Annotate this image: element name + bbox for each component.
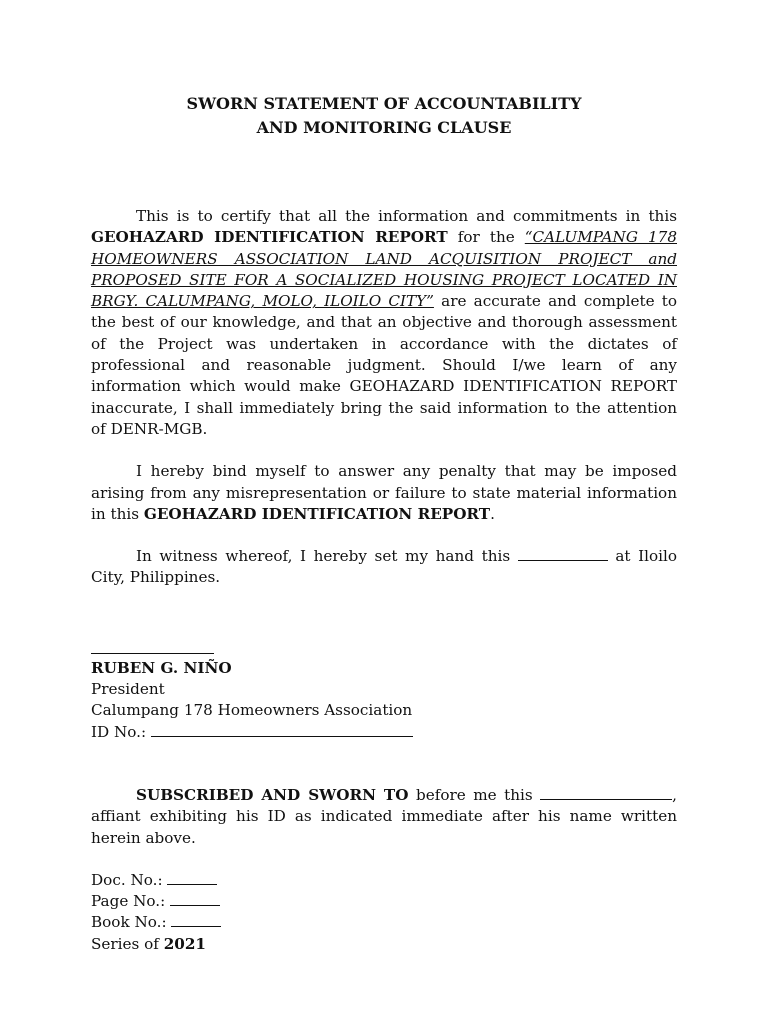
doc-no — [91, 870, 677, 891]
doc-blank — [167, 870, 217, 885]
penalty-report-name: GEOHAZARD IDENTIFICATION REPORT — [143, 504, 491, 523]
date-blank — [518, 546, 608, 561]
penalty-end: . — [490, 504, 495, 523]
page-no — [91, 891, 677, 912]
signatory-name: RUBEN G. NIÑO — [91, 658, 232, 677]
spacer — [91, 849, 677, 870]
series-year: 2021 — [163, 934, 206, 953]
penalty-text: I hereby bind myself to answer any penalty that may be imposed arising from any misrepresentation or failure to state material information in this — [91, 462, 677, 523]
jurat-paragraph — [91, 785, 677, 849]
book-no — [91, 912, 677, 933]
certification-intro: This is to certify that all the information and commitments in this — [136, 207, 677, 225]
witness-paragraph — [91, 546, 677, 589]
signature-line — [91, 653, 214, 654]
certification-rest: are accurate and complete to the best of our knowledge, and that an objective and thorough assessment of the Project was undertaken in accordance with the dictates of professional and reasonable judgment. Should I/we learn of any information which would make GEOHAZARD IDENTIFICATION REPORT inaccurate, I shall immediately bring the said information to the attention of DENR-MGB. — [91, 292, 677, 438]
id-blank — [151, 722, 413, 737]
title-line-1: SWORN STATEMENT OF ACCOUNTABILITY — [186, 94, 582, 113]
document-page — [91, 92, 677, 955]
series — [91, 934, 677, 955]
book-label: Book No.: — [91, 913, 172, 932]
notary-block — [91, 870, 677, 955]
jurat-after-blank: , affiant exhibiting his ID as indicated immediate after his name written herein above. — [91, 785, 677, 847]
page-blank — [170, 891, 220, 906]
title-line-2: AND MONITORING CLAUSE — [256, 118, 512, 137]
id-label: ID No.: — [91, 722, 151, 741]
signatory-position: President — [91, 680, 165, 699]
spacer — [91, 764, 677, 785]
signatory-id — [91, 722, 677, 743]
page-label: Page No.: — [91, 892, 171, 911]
spacer — [91, 525, 677, 546]
book-blank — [171, 912, 221, 927]
doc-label: Doc. No.: — [91, 870, 168, 889]
jurat-date-blank — [540, 785, 672, 800]
certification-paragraph — [91, 206, 677, 440]
report-name: GEOHAZARD IDENTIFICATION REPORT — [91, 228, 448, 247]
for-the-text: for the — [447, 228, 525, 247]
series-label: Series of — [91, 934, 164, 953]
jurat-heading: SUBSCRIBED AND SWORN TO — [136, 785, 409, 804]
jurat-before-blank: before me this — [408, 785, 541, 804]
project-name: “CALUMPANG 178 HOMEOWNERS ASSOCIATION LAND ACQUISITION PROJECT and PROPOSED SITE FOR A SOCIALIZED HOUSING PROJECT LOCATED IN BRGY. CALUMPANG, MOLO, ILOILO CITY” — [91, 228, 677, 311]
spacer — [91, 140, 677, 206]
witness-after-blank: at Iloilo City, Philippines. — [91, 547, 677, 587]
penalty-paragraph — [91, 461, 677, 525]
signatory-block — [91, 658, 677, 743]
spacer — [91, 743, 677, 764]
signatory-organization: Calumpang 178 Homeowners Association — [91, 701, 413, 720]
witness-before-blank: In witness whereof, I hereby set my hand this — [136, 547, 518, 566]
spacer — [91, 440, 677, 461]
